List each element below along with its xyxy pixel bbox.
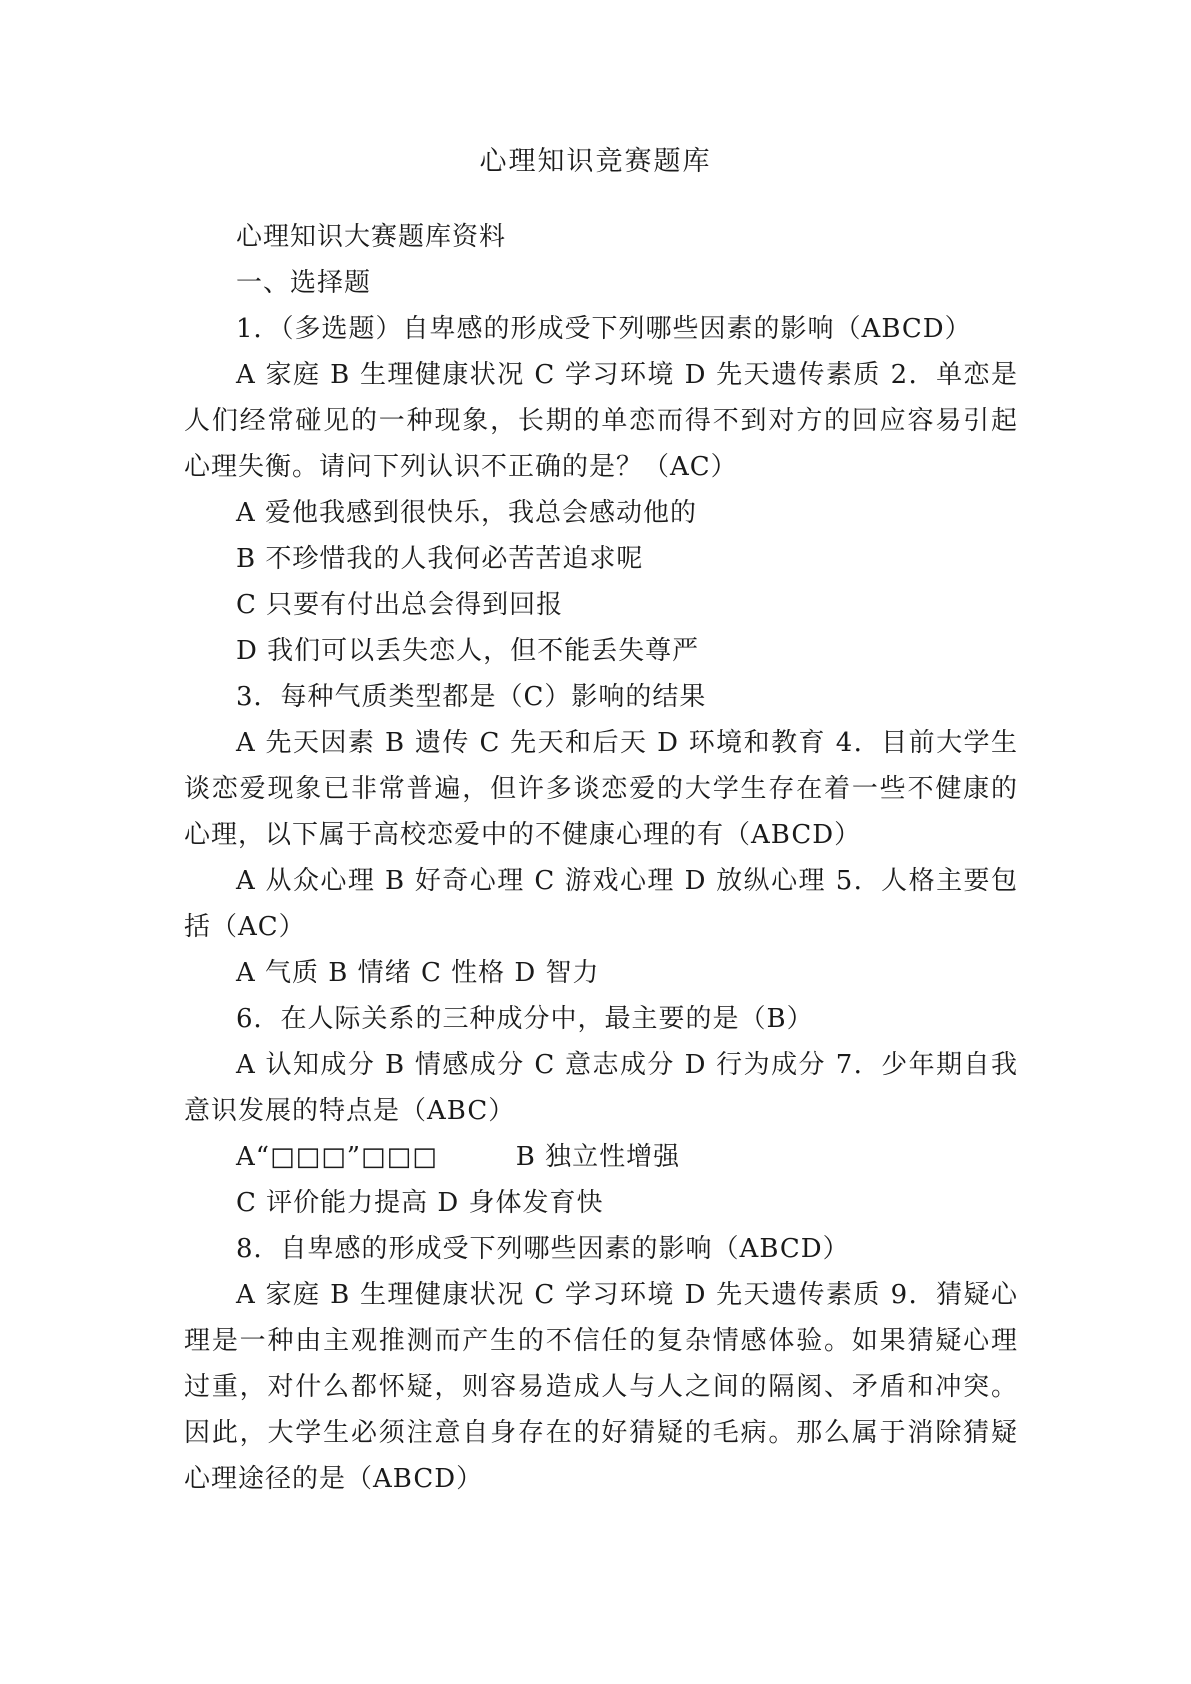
document-body	[184, 214, 1018, 1502]
option-2a: A 爱他我感到很快乐，我总会感动他的	[236, 498, 698, 528]
document-title: 心理知识竞赛题库	[479, 146, 712, 177]
option-2b: B 不珍惜我的人我何必苦苦追求呢	[236, 544, 644, 574]
options-4-question-5: A 从众心理 B 好奇心理 C 游戏心理 D 放纵心理 5．人格主要包括（AC）	[184, 866, 1018, 942]
options-7-line-1	[184, 1134, 1018, 1180]
option-2c: C 只要有付出总会得到回报	[236, 590, 564, 620]
option-7a: A“□□□”□□□	[236, 1142, 438, 1172]
paragraph-subtitle: 心理知识大赛题库资料	[236, 222, 507, 252]
question-8: 8．自卑感的形成受下列哪些因素的影响（ABCD）	[236, 1234, 850, 1264]
option-2d: D 我们可以丢失恋人，但不能丢失尊严	[236, 636, 700, 666]
question-6: 6．在人际关系的三种成分中，最主要的是（B）	[236, 1004, 814, 1034]
options-5: A 气质 B 情绪 C 性格 D 智力	[236, 958, 600, 988]
options-3-question-4: A 先天因素 B 遗传 C 先天和后天 D 环境和教育 4．目前大学生谈恋爱现象已非常普遍，但许多谈恋爱的大学生存在着一些不健康的心理，以下属于高校恋爱中的不健康心理的有（ABCD）	[184, 728, 1018, 850]
question-1: 1．（多选题）自卑感的形成受下列哪些因素的影响（ABCD）	[236, 314, 972, 344]
options-1-question-2: A 家庭 B 生理健康状况 C 学习环境 D 先天遗传素质 2．单恋是人们经常碰见的一种现象，长期的单恋而得不到对方的回应容易引起心理失衡。请问下列认识不正确的是？（AC）	[184, 360, 1018, 482]
question-3: 3．每种气质类型都是（C）影响的结果	[236, 682, 707, 712]
options-7-line-2: C 评价能力提高 D 身体发育快	[236, 1188, 604, 1218]
options-8-question-9: A 家庭 B 生理健康状况 C 学习环境 D 先天遗传素质 9．猜疑心理是一种由主观推测而产生的不信任的复杂情感体验。如果猜疑心理过重，对什么都怀疑，则容易造成人与人之间的隔阂、矛盾和冲突。因此，大学生必须注意自身存在的好猜疑的毛病。那么属于消除猜疑心理途径的是（ABCD）	[184, 1280, 1018, 1494]
section-heading: 一、选择题	[236, 268, 372, 298]
options-6-question-7: A 认知成分 B 情感成分 C 意志成分 D 行为成分 7．少年期自我意识发展的特点是（ABC）	[184, 1050, 1018, 1126]
option-7b: B 独立性增强	[515, 1142, 681, 1172]
